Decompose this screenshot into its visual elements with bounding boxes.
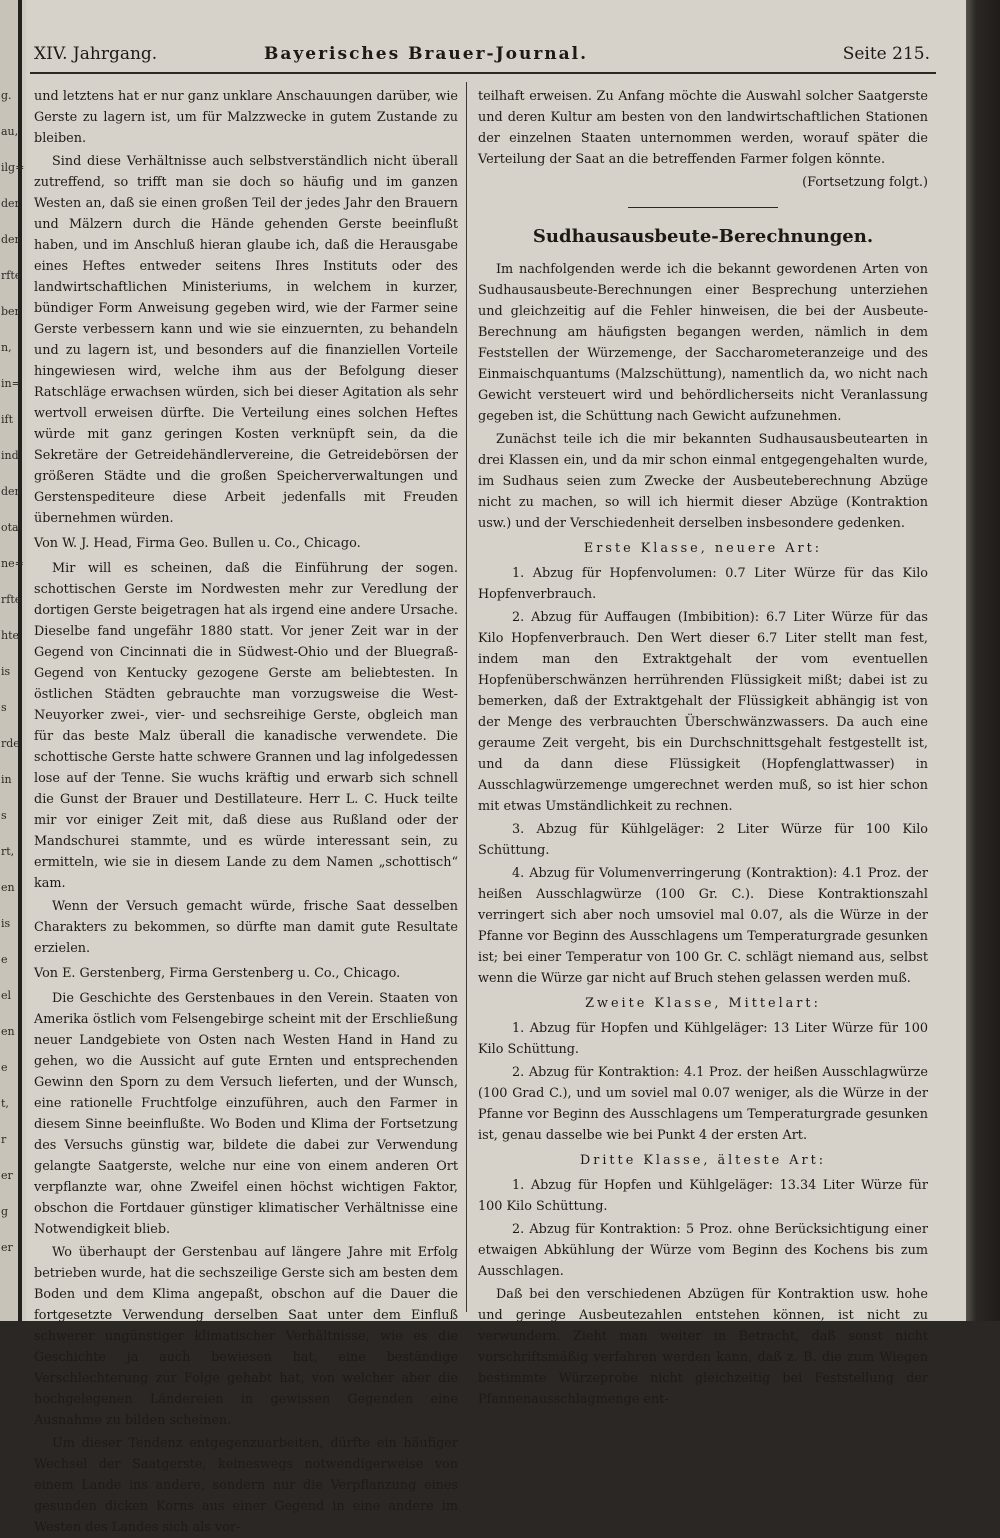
class-heading: Zweite Klasse, Mittelart:: [585, 996, 821, 1011]
byline: Von W. J. Head, Firma Geo. Bullen u. Co., Chicago.: [34, 536, 361, 551]
edge-fragment: rde: [1, 737, 20, 750]
edge-fragment: ne=: [1, 557, 24, 570]
binding-shadow: [966, 0, 1000, 1321]
list-item: 3. Abzug für Kühlgeläger: 2 Liter Würze für 100 Kilo Schüttung.: [478, 822, 928, 858]
edge-fragment: en: [1, 1025, 15, 1038]
section-separator: [628, 207, 778, 208]
left-column: [34, 86, 459, 1535]
edge-fragment: er: [1, 1241, 13, 1254]
paragraph: Sind diese Verhältnisse auch selbstverständlich nicht überall zutreffend, so trifft man sie doch so häufig und im ganzen Westen an, daß sie einen großen Teil der jedes Jahr den Brauern und Mälzern durch die Hände gehenden Gerste beeinflußt haben, und im Anschluß hieran glaube ich, daß die Herausgabe eines Heftes entweder seitens Ihres Instituts oder des landwirtschaftlichen Ministeriums, in welchem in kurzer, bündiger Form Anweisung gegeben wird, wie der Farmer seine Gerste verbessern kann und wie sie einzuernten, zu behandeln und zu lagern ist, und besonders auf die finanziellen Vorteile hingewiesen wird, welche ihm aus der Befolgung dieser Ratschläge erwachsen würden, sich bei dieser Agitation als sehr wertvoll erweisen dürfte. Die Verteilung eines solchen Heftes würde mit ganz geringen Kosten verknüpft sein, da die Sekretäre der Getreidehändlervereine, die Getreidebörsen der größeren Städte und die großen Speicherverwaltungen und Gerstenspediteure diese Arbeit jedenfalls mit Freuden übernehmen würden.: [34, 154, 458, 526]
edge-fragment: ind: [1, 449, 19, 462]
section-title: Sudhausausbeute-Berechnungen.: [532, 226, 874, 247]
continued-note: (Fortsetzung folgt.): [802, 175, 928, 190]
edge-fragment: in: [1, 773, 12, 786]
edge-fragment: er: [1, 1169, 13, 1182]
edge-fragment: r: [1, 1133, 7, 1146]
edge-fragment: s: [1, 701, 7, 714]
list-item: 1. Abzug für Hopfenvolumen: 0.7 Liter Würze für das Kilo Hopfenverbrauch.: [478, 566, 928, 602]
edge-fragment: ber: [1, 305, 20, 318]
paragraph: Um dieser Tendenz entgegenzuarbeiten, dürfte ein häufiger Wechsel der Saatgerste, keineswegs notwendigerweise von einem Lande ins andere, sondern nur die Verpflanzung eines gesunden dicken Korns aus einer Gegend in eine andere im Westen des Landes sich als vor-: [34, 1436, 458, 1535]
header-rule: [30, 72, 936, 74]
volume-label: XIV. Jahrgang.: [34, 44, 158, 64]
previous-page-edge: [0, 0, 25, 1321]
page-number: Seite 215.: [842, 44, 930, 64]
journal-page: [26, 0, 966, 1535]
paragraph: und letztens hat er nur ganz unklare Anschauungen darüber, wie Gerste zu lagern ist, um für Malzzwecke in gutem Zustande zu bleiben.: [34, 89, 458, 146]
right-column: [478, 86, 928, 1407]
edge-fragment: g.: [1, 89, 12, 102]
edge-fragment: el: [1, 989, 12, 1002]
list-item: 2. Abzug für Kontraktion: 5 Proz. ohne Berücksichtigung einer etwaigen Abkühlung der Würze vom Beginn des Kochens bis zum Ausschlagen.: [478, 1222, 928, 1279]
edge-fragment: e: [1, 953, 8, 966]
edge-fragment: is: [1, 917, 11, 930]
edge-fragment: t,: [1, 1097, 9, 1110]
journal-title: Bayerisches Brauer-Journal.: [264, 44, 589, 64]
paragraph: Mir will es scheinen, daß die Einführung der sogen. schottischen Gerste im Nordwesten mehr zur Veredlung der dortigen Gerste beigetragen hat als irgend eine andere Ursache. Dieselbe fand ungefähr 1880 statt. Vor jener Zeit war in der Gegend von Cincinnati die in Südwest-Ohio und der Bluegraß-Gegend von Kentucky gezogene Gerste am beliebtesten. In östlichen Städten gebrauchte man vorzugsweise die West-Neuyorker zwei-, vier- und sechsreihige Gerste, obgleich man für das beste Malz überall die kanadische verwendete. Die schottische Gerste hatte schwere Grannen und lag infolgedessen lose auf der Tenne. Sie wuchs kräftig und erwarb sich schnell die Gunst der Brauer und Destillateure. Herr L. C. Huck teilte mir vor einiger Zeit mit, daß diese aus Rußland oder der Mandschurei stammte, und es würde interessant sein, zu ermitteln, wie sie in diesem Lande zu dem Namen „schottisch“ kam.: [34, 561, 458, 891]
edge-fragment: in=: [1, 377, 21, 390]
list-item: 1. Abzug für Hopfen und Kühlgeläger: 13.34 Liter Würze für 100 Kilo Schüttung.: [478, 1178, 928, 1214]
edge-fragment: e: [1, 1061, 8, 1074]
edge-fragment: g: [1, 1205, 9, 1218]
edge-fragment: is: [1, 665, 11, 678]
edge-fragment: ift: [1, 413, 14, 426]
edge-fragment: au,: [1, 125, 19, 138]
paragraph: Die Geschichte des Gerstenbaues in den Verein. Staaten von Amerika östlich vom Felsengebirge scheint mit der Erschließung neuer Landgebiete von Osten nach Westen Hand in Hand zu gehen, wo die Aussicht auf gute Ernten und entsprechenden Gewinn den Sporn zu dem Versuch lieferten, und der Wunsch, eine rationelle Fruchtfolge einzuführen, auch den Farmer in diesem Sinne beeinflußte. Wo Boden und Klima der Fortsetzung des Versuchs günstig war, bildete die dabei zur Verwendung gelangte Saatgerste, welche nur eine von einem anderen Ort verpflanzte war, ohne Zweifel einen höchst wichtigen Faktor, obschon die Fortdauer günstiger klimatischer Verhältnisse eine Notwendigkeit blieb.: [34, 991, 458, 1237]
class-heading: Erste Klasse, neuere Art:: [583, 541, 823, 556]
list-item: 2. Abzug für Auffaugen (Imbibition): 6.7 Liter Würze für das Kilo Hopfenverbrauch. Den Wert dieser 6.7 Liter stellt man fest, indem man den Extraktgehalt der vom eventuellen Hopfenüberschwänzen herrührenden Flüssigkeit mißt; dabei ist zu bemerken, daß der Extraktgehalt der Flüssigkeit abhängig ist von der Menge des verbrauchten Überschwänzwassers. Da auch eine geraume Zeit vergeht, bis ein Durchschnittsgehalt festgestellt ist, und da dann diese Flüssigkeit (Hopfenglattwasser) in Ausschlagwürzemenge umgerechnet werden muß, so ist hier schon mit etwas Umständlichkeit zu rechnen.: [478, 610, 928, 814]
list-item: 1. Abzug für Hopfen und Kühlgeläger: 13 Liter Würze für 100 Kilo Schüttung.: [478, 1021, 928, 1057]
edge-fragment: ilg=: [1, 161, 25, 174]
edge-fragment: n,: [1, 341, 12, 354]
list-item: 4. Abzug für Volumenverringerung (Kontraktion): 4.1 Proz. der heißen Ausschlagwürze (100 Gr. C.). Diese Kontraktionszahl verringert sich aber noch umsoviel mal 0.07, als die Würze in der Pfanne vor Beginn des Ausschlagens um Temperaturgrade gesunken ist; bei einer Temperatur von 100 Gr. C. schlägt niemand aus, selbst wenn die Würze gar nicht auf Bruch stehen gelassen werden muß.: [478, 866, 928, 986]
edge-fragment: hte: [1, 629, 20, 642]
edge-fragment: der: [1, 197, 20, 210]
edge-fragment: s: [1, 809, 7, 822]
edge-fragment: rt,: [1, 845, 15, 858]
paragraph: Im nachfolgenden werde ich die bekannt gewordenen Arten von Sudhausausbeute-Berechnungen einer Besprechung unterziehen und gleichzeitig auf die Fehler hinweisen, die bei der Ausbeute-Berechnung am häufigsten begangen werden, nämlich in dem Feststellen der Würzemenge, der Saccharometeranzeige und des Einmaischquantums (Malzschüttung), namentlich da, wo nicht nach Gewicht versteuert wird und behördlicherseits nicht Veranlassung gegeben ist, die Schüttung nach Gewicht aufzunehmen.: [478, 262, 928, 424]
edge-fragment: rfte: [1, 269, 22, 282]
edge-fragment: der: [1, 233, 20, 246]
edge-fragment: rfte: [1, 593, 22, 606]
paragraph: Daß bei den verschiedenen Abzügen für Kontraktion usw. hohe und geringe Ausbeutezahlen entstehen können, ist nicht zu verwundern. Zieht man weiter in Betracht, daß sonst nicht vorschriftsmäßig verfahren werden kann, daß z. B. die zum Wiegen bestimmte Würzeprobe nicht gleichzeitig bei Feststellung der Pfannenausschlagmenge ent-: [478, 1287, 928, 1407]
column-divider: [466, 82, 467, 1312]
paragraph: Wo überhaupt der Gerstenbau auf längere Jahre mit Erfolg betrieben wurde, hat die sechszeilige Gerste sich am besten dem Boden und dem Klima angepaßt, obschon auf die Dauer die fortgesetzte Verwendung derselben Saat unter dem Einfluß schwerer ungünstiger klimatischer Verhältnisse, wie es die Geschichte ja auch bewiesen hat, eine beständige Verschlechterung zur Folge gehabt hat, von welcher aber die hochgelegenen Ländereien in gewissen Gegenden eine Ausnahme zu bilden scheinen.: [34, 1245, 459, 1428]
edge-fragment: den: [1, 485, 22, 498]
class-heading: Dritte Klasse, älteste Art:: [579, 1153, 827, 1168]
paragraph: Wenn der Versuch gemacht würde, frische Saat desselben Charakters zu bekommen, so dürfte man damit gute Resultate erzielen.: [34, 899, 458, 956]
list-item: 2. Abzug für Kontraktion: 4.1 Proz. der heißen Ausschlagwürze (100 Grad C.), und um soviel mal 0.07 weniger, als die Würze in der Pfanne vor Beginn des Ausschlagens um Temperaturgrade gesunken ist, genau dasselbe wie bei Punkt 4 der ersten Art.: [478, 1065, 928, 1143]
edge-fragment: en: [1, 881, 15, 894]
paragraph: Zunächst teile ich die mir bekannten Sudhausausbeutearten in drei Klassen ein, und da mir schon einmal entgegengehalten wurde, im Sudhaus seien zum Zwecke der Ausbeuteberechnung Abzüge nicht zu machen, so will ich hiermit dieser Abzüge (Kontraktion usw.) und der Verschiedenheit derselben insbesondere gedenken.: [478, 432, 928, 531]
paragraph: teilhaft erweisen. Zu Anfang möchte die Auswahl solcher Saatgerste und deren Kultur am besten von den landwirtschaftlichen Stationen der einzelnen Staaten unternommen werden, worauf später die Verteilung der Saat an die betreffenden Farmer folgen könnte.: [478, 89, 928, 167]
edge-fragment: ota: [1, 521, 19, 534]
byline: Von E. Gerstenberg, Firma Gerstenberg u. Co., Chicago.: [34, 966, 401, 981]
